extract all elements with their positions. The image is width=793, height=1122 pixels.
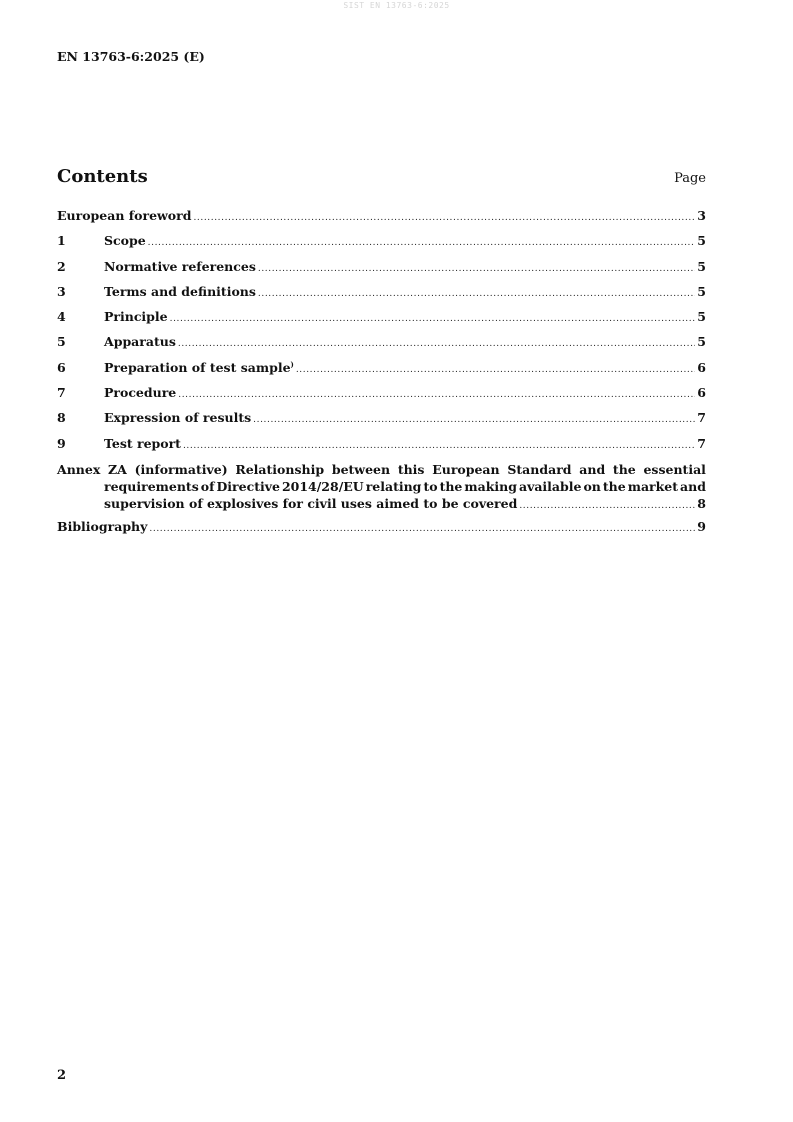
toc-entry-number: 2 bbox=[57, 258, 66, 274]
toc-entry-title-text: Procedure bbox=[104, 385, 177, 401]
toc-entry-number: 6 bbox=[57, 359, 66, 375]
annex-title-line-3 bbox=[57, 495, 706, 512]
annex-word: European bbox=[432, 461, 500, 477]
toc-entry-page: 5 bbox=[697, 334, 706, 350]
contents-title: Contents bbox=[57, 166, 148, 187]
annex-word: the bbox=[439, 478, 463, 494]
toc-entry-bibliography[interactable] bbox=[57, 519, 706, 544]
toc-entry-number: 3 bbox=[57, 283, 66, 299]
annex-word: ZA bbox=[108, 461, 127, 477]
toc-entry-title-text: Principle bbox=[104, 309, 168, 325]
annex-word: relating bbox=[365, 478, 422, 494]
toc-entry[interactable] bbox=[57, 284, 706, 309]
dot-leader bbox=[149, 524, 695, 534]
toc-entry-page: 7 bbox=[697, 435, 706, 451]
toc-entry-title bbox=[104, 309, 168, 324]
annex-word: 2014/28/EU bbox=[281, 478, 364, 494]
toc-entry-title-text: Terms and definitions bbox=[104, 283, 256, 299]
toc-entry[interactable] bbox=[57, 259, 706, 284]
dot-leader bbox=[258, 289, 695, 299]
footnote-marker: ) bbox=[290, 359, 294, 369]
toc-entry-annex-za[interactable] bbox=[57, 461, 706, 512]
toc-entry-page: 7 bbox=[697, 410, 706, 426]
dot-leader bbox=[178, 339, 695, 349]
toc-entry[interactable] bbox=[57, 233, 706, 258]
toc-entry-title: Bibliography bbox=[57, 518, 148, 534]
watermark: SIST EN 13763-6:2025 bbox=[343, 1, 450, 10]
toc-entry-title bbox=[57, 208, 191, 223]
toc-entry[interactable] bbox=[57, 436, 706, 461]
dot-leader bbox=[258, 264, 695, 274]
toc-entry-title bbox=[104, 284, 256, 299]
annex-word: Directive bbox=[216, 478, 280, 494]
annex-word: between bbox=[331, 461, 391, 477]
toc-entry-title-text: Scope bbox=[104, 233, 146, 249]
annex-word: the bbox=[612, 461, 636, 477]
contents-header bbox=[57, 166, 706, 187]
toc-entry-page: 5 bbox=[697, 309, 706, 325]
toc-entry-page: 3 bbox=[697, 208, 706, 223]
toc-entry-number: 7 bbox=[57, 385, 66, 401]
dot-leader bbox=[178, 390, 695, 400]
dot-leader bbox=[148, 238, 696, 248]
page-column-heading: Page bbox=[674, 171, 706, 186]
toc-entry-title-text: Preparation of test sample bbox=[104, 359, 291, 375]
toc-entry-title bbox=[104, 259, 256, 274]
toc-entry-page: 5 bbox=[697, 233, 706, 249]
toc-entry-page: 6 bbox=[697, 359, 706, 375]
toc-entry[interactable] bbox=[57, 360, 706, 385]
toc-entry-page: 5 bbox=[697, 283, 706, 299]
annex-word: (informative) bbox=[134, 461, 228, 477]
toc-entry-title bbox=[104, 385, 176, 400]
annex-word: to bbox=[423, 478, 438, 494]
annex-word: essential bbox=[643, 461, 706, 477]
dot-leader bbox=[253, 415, 695, 425]
annex-word: the bbox=[602, 478, 626, 494]
toc-entry-page: 6 bbox=[697, 385, 706, 401]
annex-word: Annex bbox=[57, 461, 101, 477]
dot-leader bbox=[519, 498, 695, 515]
toc-entry-number: 5 bbox=[57, 334, 66, 350]
annex-title-line-1 bbox=[57, 461, 706, 478]
annex-title-line-2 bbox=[57, 478, 706, 495]
toc-entry[interactable] bbox=[57, 334, 706, 359]
toc-entry[interactable] bbox=[57, 309, 706, 334]
annex-word: and bbox=[579, 461, 606, 477]
toc-entry-page: 8 bbox=[697, 495, 706, 511]
annex-word: Relationship bbox=[235, 461, 325, 477]
annex-word: and bbox=[680, 478, 706, 494]
dot-leader bbox=[193, 213, 695, 223]
toc-entry-number: 8 bbox=[57, 410, 66, 426]
annex-word: on bbox=[583, 478, 601, 494]
toc-entry-number: 9 bbox=[57, 435, 66, 451]
dot-leader bbox=[296, 365, 695, 375]
dot-leader bbox=[183, 441, 695, 451]
dot-leader bbox=[170, 314, 696, 324]
annex-word: this bbox=[397, 461, 425, 477]
toc-entry-title-text: Test report bbox=[104, 435, 181, 451]
toc-entry-title-text: Apparatus bbox=[104, 334, 176, 350]
toc-entry-title bbox=[104, 233, 146, 248]
toc-entry-title-text: Expression of results bbox=[104, 410, 252, 426]
document-identifier: EN 13763-6:2025 (E) bbox=[57, 49, 205, 64]
toc-entry-title bbox=[104, 436, 181, 451]
toc-entry-title bbox=[104, 410, 251, 425]
toc-entry-page: 5 bbox=[697, 258, 706, 274]
annex-word: market bbox=[627, 478, 679, 494]
annex-word: making bbox=[464, 478, 517, 494]
toc-entry-title bbox=[104, 334, 176, 349]
annex-word: of bbox=[200, 478, 215, 494]
table-of-contents bbox=[57, 208, 706, 544]
toc-entry[interactable] bbox=[57, 208, 706, 233]
toc-entry[interactable] bbox=[57, 410, 706, 435]
annex-word: available bbox=[518, 478, 582, 494]
annex-word: Standard bbox=[507, 461, 572, 477]
annex-word: requirements bbox=[104, 478, 199, 494]
toc-entry-title-text: European foreword bbox=[57, 208, 192, 223]
toc-entry-title-text: Normative references bbox=[104, 258, 256, 274]
toc-entry-number: 4 bbox=[57, 309, 66, 325]
toc-entry-title bbox=[104, 360, 294, 375]
toc-entry[interactable] bbox=[57, 385, 706, 410]
toc-entry-number: 1 bbox=[57, 233, 66, 249]
toc-entry-page: 9 bbox=[697, 518, 706, 534]
page-number: 2 bbox=[57, 1068, 67, 1083]
annex-title-end: supervision of explosives for civil uses aimed to be covered bbox=[104, 495, 518, 511]
